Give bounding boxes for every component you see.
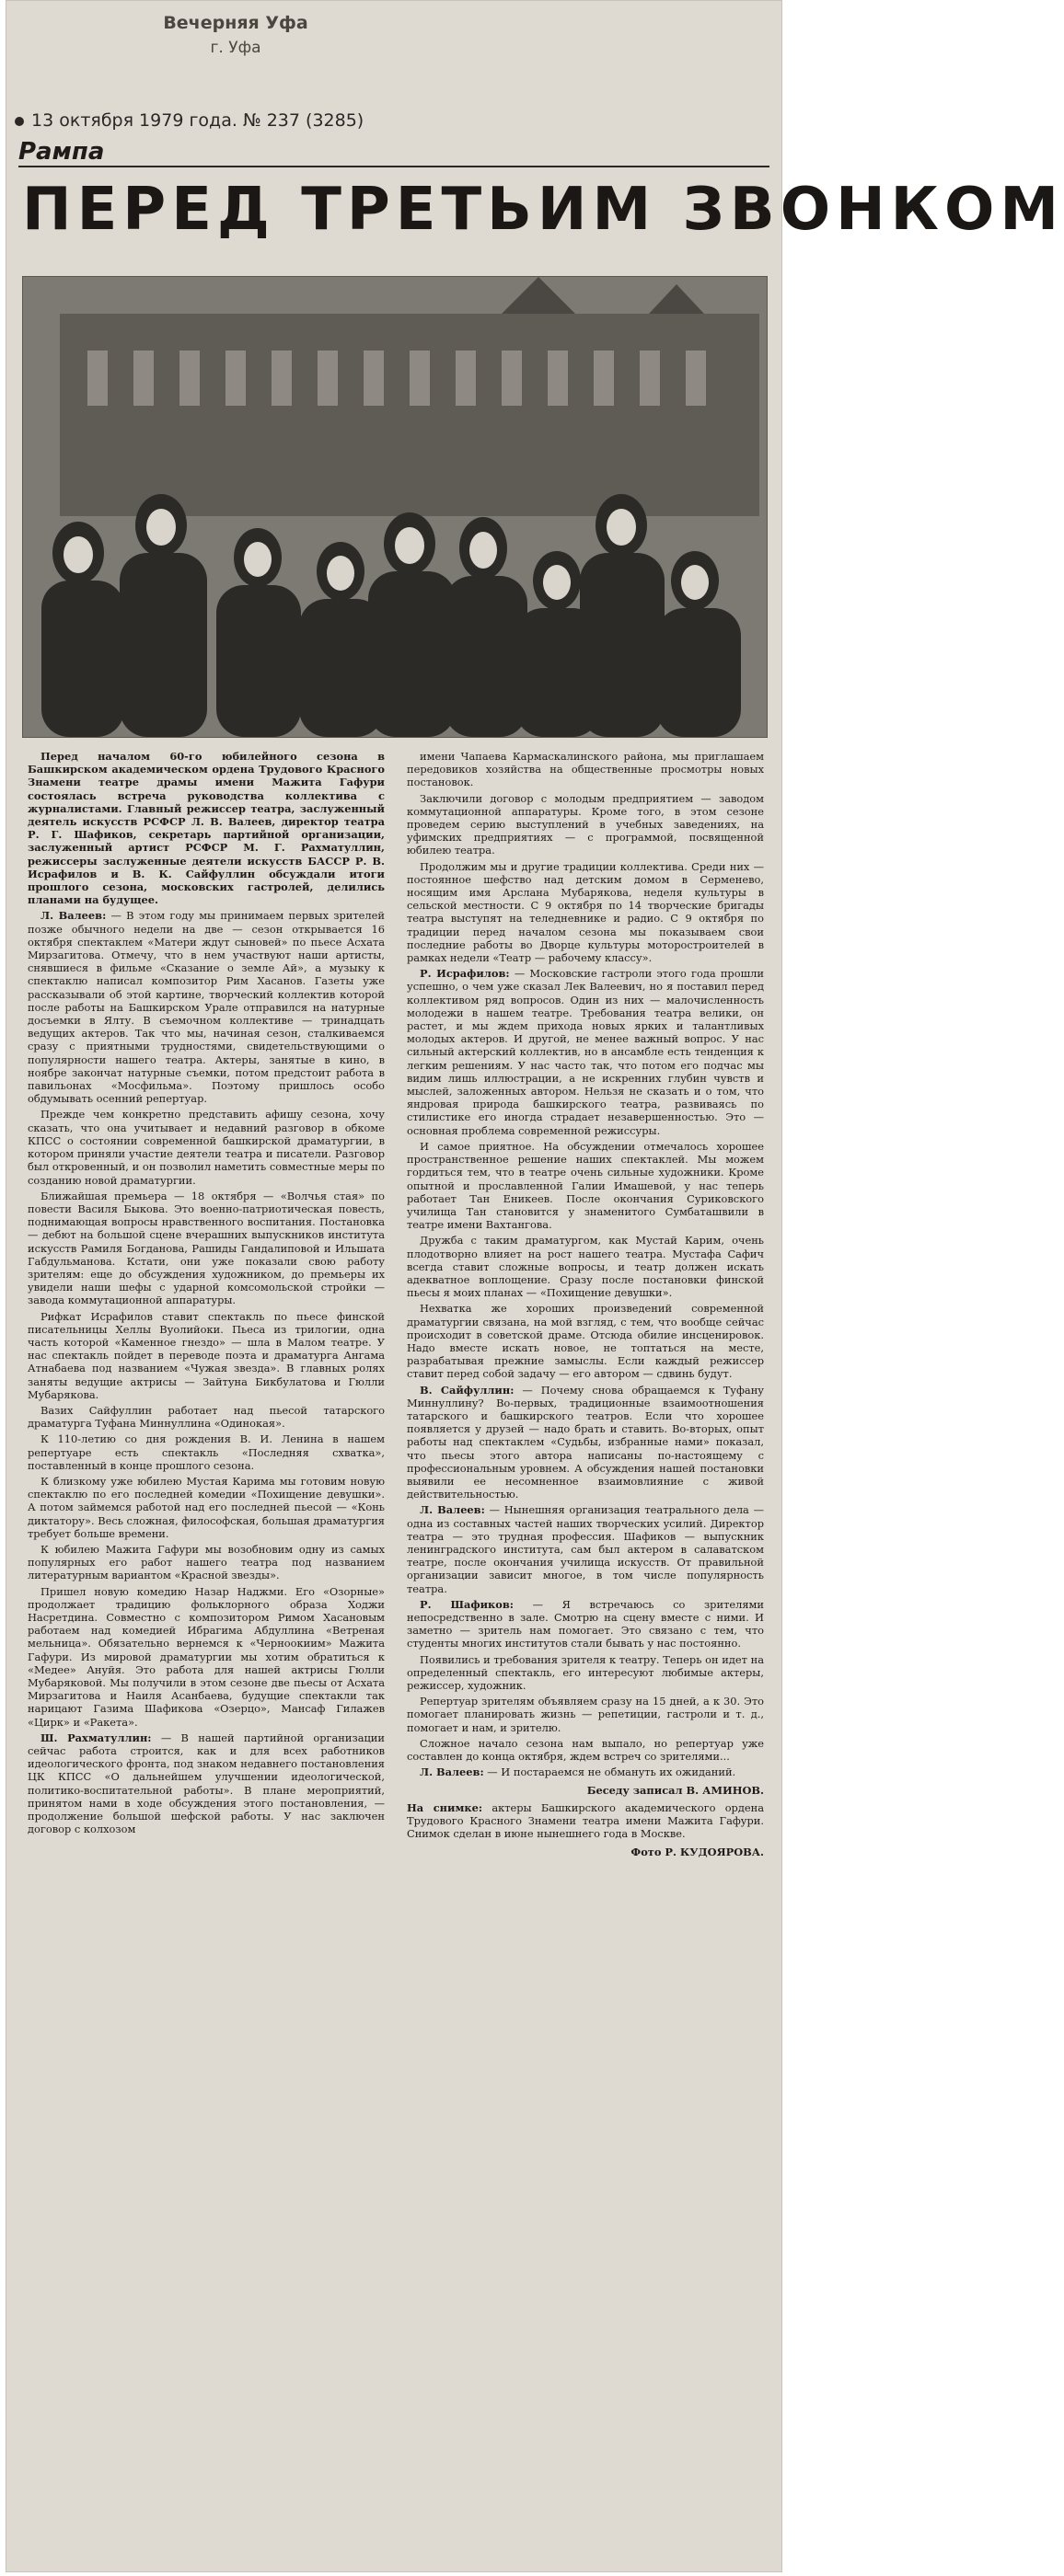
author-signature: Беседу записал В. АМИНОВ. bbox=[586, 1784, 764, 1798]
dateline-text: 13 октября 1979 года. № 237 (3285) bbox=[31, 110, 364, 131]
paragraph bbox=[407, 1503, 764, 1594]
paragraph: Прежде чем конкретно представить афишу сезона, хочу сказать, что она учитывает и недавний разговор в обкоме КПСС о состоянии современной башкирской драматургии, в котором приняли участие деятели театра и писатели. Разговор был откровенный, и он позволил наметить совместные меры по созданию новой драматургии. bbox=[28, 1108, 385, 1187]
speaker-name: Л. Валеев: bbox=[420, 1765, 484, 1779]
paragraph bbox=[28, 909, 385, 1105]
newspaper-name: Вечерняя Уфа bbox=[163, 13, 308, 33]
speaker-name: Р. Исрафилов: bbox=[420, 967, 510, 981]
newspaper-clipping bbox=[6, 0, 1064, 2572]
paragraph bbox=[407, 1765, 764, 1778]
paragraph: Сложное начало сезона нам выпало, но репертуар уже составлен до конца октября, ждем встреч со зрителями... bbox=[407, 1736, 764, 1764]
library-stamp bbox=[144, 13, 328, 57]
paragraph bbox=[407, 967, 764, 1137]
paragraph bbox=[407, 1598, 764, 1650]
paragraph bbox=[28, 1731, 385, 1836]
paragraph: К юбилею Мажита Гафури мы возобновим одну из самых популярных его работ нашего театра под названием литературным вариантом «Красной звезды». bbox=[28, 1542, 385, 1582]
photo-credit: Фото Р. КУДОЯРОВА. bbox=[630, 1846, 764, 1859]
paragraph: Рифкат Исрафилов ставит спектакль по пьесе финской писательницы Хеллы Вуолийоки. Пьеса из трилогии, одна часть которой «Каменное гнездо» — шла в Малом театре. У нас спектакль пойдет в переводе поэта и драматурга Ангама Атнабаева под названием «Чужая звезда». В главных ролях заняты ведущие актрисы — Зайтуна Бикбулатова и Гюлли Мубарякова. bbox=[28, 1309, 385, 1401]
paragraph: Продолжим мы и другие традиции коллектива. Среди них — постоянное шефство над детским домом в Серменево, носящим имя Арслана Мубарякова, неделя культуры в сельской местности. С 9 октября по 14 творческие бригады театра выступят на теледневнике и радио. С 9 октября по традиции перед началом сезона мы показываем свои последние работы во Дворце культуры моторостроителей в рамках недели «Театр — рабочему классу». bbox=[407, 859, 764, 965]
caption-label: На снимке: bbox=[407, 1800, 483, 1814]
paragraph-text: — Почему снова обращаемся к Туфану Миннуллину? Во-первых, традиционные взаимоотношения татарского и башкирского театров. Если что хорошее появляется у друзей — надо брать и ставить. Во-вторых, опыт работы над спектаклем «Судьбы, избранные нами» показал, что пьесы этого автора написаны по-настоящему с профессиональным уровнем. А обсуждения нашей постановки выявили ее несомненное взаимовлияние с живой действительностью. bbox=[407, 1383, 765, 1501]
article-body bbox=[28, 750, 764, 2567]
speaker-name: Ш. Рахматуллин: bbox=[40, 1731, 152, 1744]
paragraph: К близкому уже юбилею Мустая Карима мы готовим новую спектаклю по его последней комедии «Похищение девушки». А потом займемся работой над его последней пьесой — «Конь диктатору». Весь сложная, философская, большая драматургия требует больше времени. bbox=[28, 1474, 385, 1540]
group-photo bbox=[22, 276, 768, 738]
speaker-name: Л. Валеев: bbox=[420, 1503, 485, 1517]
paragraph-text: — В этом году мы принимаем первых зрителей позже обычного недели на две — сезон открывается 16 октября спектаклем «Матери ждут сыновей» по пьесе Асхата Мирзагитова. Отмечу, что в нем участвуют наши артисты, снявшиеся в фильме «Сказание о земле Ай», а музыку к спектаклю написал композитор Рим Хасанов. Газеты уже рассказывали об этой картине, творческий коллектив которой после работы на Башкирском Урале отправился на натурные досъемки в Ялту. В съемочном коллективе — тринадцать ведущих актеров. Так что мы, начиная сезон, сталкиваемся сразу с приятными трудностями, свидетельствующими о популярности нашего театра. Актеры, занятые в кино, в ноябре закончат натурные съемки, потом предстоит работа в павильонах «Мосфильма». Поэтому пришлось особо обдумывать осенний репертуар. bbox=[28, 909, 385, 1106]
rubric-label: Рампа bbox=[18, 138, 105, 166]
paragraph: Вазих Сайфуллин работает над пьесой татарского драматурга Туфана Миннуллина «Одинокая». bbox=[28, 1403, 385, 1431]
right-column bbox=[407, 750, 764, 2567]
paragraph-text: — Я встречаюсь со зрителями непосредственно в зале. Смотрю на сцену вместе с ними. И заметно — зритель нам помогает. Это связано с тем, что студенты многих институтов стали бывать у нас постоянно. bbox=[407, 1597, 764, 1650]
paragraph-text: — Нынешняя организация театрального дела — одна из составных частей наших творческих усилий. Директор театра — это трудная профессия. Шафиков — выпускник ленинградского института, сам был актером в салаватском театре, после окончания училища искусств. От правильной организации зависит многое, в том числе популярность театра. bbox=[407, 1503, 764, 1595]
caption-text: актеры Башкирского академического ордена Трудового Красного Знамени театра имени Мажита Гафури. Снимок сделан в июне нынешнего года в Москве. bbox=[407, 1800, 764, 1841]
paragraph: Нехватка же хороших произведений современной драматургии связана, на мой взгляд, с тем, что вообще сейчас происходит в советской драме. Отсюда обилие инсценировок. Надо вместе искать новое, не топтаться на месте, разрабатывая прежние замыслы. Если каждый режиссер ставит перед собой задачу — его автором — сдвинь будут. bbox=[407, 1302, 764, 1381]
speaker-name: В. Сайфуллин: bbox=[420, 1383, 515, 1397]
article-headline: ПЕРЕД ТРЕТЬИМ ЗВОНКОМ bbox=[22, 176, 1064, 244]
paragraph: Пришел новую комедию Назар Наджми. Его «Озорные» продолжает традицию фольклорного образа Ходжи Насретдина. Совместно с композитором Римом Хасановым работаем над комедией Ибрагима Абдуллина «Ветреная мельница». Обязательно вернемся к «Черноокиим» Мажита Гафури. Из мировой драматургии мы хотим обратиться к «Медее» Ануйя. Это работа для нашей актрисы Гюлли Мубаряковой. Мы получили в этом сезоне две пьесы от Асхата Мирзагитова и Наиля Асанбаева, будущие спектакли так нарицают Газима Шафикова «Озерцо», Мансаф Гилажев «Цирк» и «Ракета». bbox=[28, 1584, 385, 1729]
paragraph-text: — В нашей партийной организации сейчас работа строится, как и для всех работников идеологического фронта, под знаком недавнего постановления ЦК КПСС «О дальнейшем улучшении идеологической, политико-воспитательной работы». В плане мероприятий, принятом нами в ходе обсуждения этого постановления, — продолжение большой шефской работы. У нас заключен договор с колхозом bbox=[28, 1731, 385, 1836]
article-lead: Перед началом 60-го юбилейного сезона в Башкирском академическом ордена Трудового Красного Знамени театре драмы имени Мажита Гафури состоялась встреча руководства коллектива с журналистами. Главный режиссер театра, заслуженный деятель искусств РСФСР Л. В. Валеев, директор театра Р. Г. Шафиков, секретарь партийной организации, заслуженный артист РСФСР М. Г. Рахматуллин, режиссеры заслуженные деятели искусств БАССР Р. В. Исрафилов и В. К. Сайфуллин обсуждали итоги прошлого сезона, московских гастролей, делились планами на будущее. bbox=[28, 750, 385, 907]
rubric-bar bbox=[18, 138, 769, 167]
newspaper-city: г. Уфа bbox=[210, 39, 261, 57]
paragraph bbox=[407, 1384, 764, 1501]
paragraph: Дружба с таким драматургом, как Мустай Карим, очень плодотворно влияет на рост нашего театра. Мустафа Сафич всегда ставит сложные вопросы, и театр должен искать адекватное воплощение. Сразу после постановки финской пьесы я моих планах — «Похищение девушки». bbox=[407, 1234, 764, 1300]
speaker-name: Р. Шафиков: bbox=[420, 1597, 515, 1611]
paragraph: Появились и требования зрителя к театру. Теперь он идет на определенный спектакль, его интересуют любимые актеры, режиссер, художник. bbox=[407, 1652, 764, 1693]
paragraph-text: — Московские гастроли этого года прошли успешно, о чем уже сказал Лек Валеевич, но я поставил перед коллективом ряд вопросов. Один из них — малочисленность молодежи в нашем театре. Требования театра велики, он растет, и мы ждем прихода новых ярких и талантливых молодых актеров. И другой, не менее важный вопрос. У нас сильный актерский коллектив, но в ансамбле есть тенденция к легким решениям. У нас часто так, что потом его подчас мы видим лишь иллюстрации, а не искренних глубин чувств и мыслей, заложенных автором. Нельзя не сказать и о том, что яндровая природа башкирского театра, развиваясь по стилистике его иногда страдает незавершенностью. Это — основная проблема современной режиссуры. bbox=[407, 967, 764, 1137]
photo-illustration bbox=[23, 277, 767, 737]
bullet-icon bbox=[15, 117, 24, 126]
speaker-name: Л. Валеев: bbox=[40, 909, 107, 923]
paragraph-text: — И постараемся не обмануть их ожиданий. bbox=[487, 1765, 736, 1779]
photo-caption bbox=[407, 1801, 764, 1841]
paragraph: Репертуар зрителям объявляем сразу на 15 дней, а к 30. Это помогает планировать жизнь — репетиции, гастроли и т. д., помогает и нам, и зрителю. bbox=[407, 1695, 764, 1734]
paragraph: К 110-летию со дня рождения В. И. Ленина в нашем репертуаре есть спектакль «Последняя схватка», поставленный в конце прошлого сезона. bbox=[28, 1432, 385, 1472]
paragraph: И самое приятное. На обсуждении отмечалось хорошее пространственное решение наших спектаклей. Мы можем гордиться тем, что в театре очень сильные художники. Кроме опытной и прославленной Галии Имашевой, у нас теперь работает Тан Еникеев. После окончания Суриковского училища Тан становится у знаменитого Сумбаташвили в театре имени Вахтангова. bbox=[407, 1139, 764, 1232]
paragraph: Заключили договор с молодым предприятием — заводом коммутационной аппаратуры. Кроме того, в этом сезоне проведем серию выступлений в учебных заведениях, на уфимских предприятиях — с программой, посвященной юбилею театра. bbox=[407, 791, 764, 857]
left-column bbox=[28, 750, 385, 2567]
issue-dateline bbox=[15, 110, 364, 131]
paragraph: имени Чапаева Кармаскалинского района, мы приглашаем передовиков хозяйства на общественные просмотры новых постановок. bbox=[407, 750, 764, 789]
paragraph: Ближайшая премьера — 18 октября — «Волчья стая» по повести Василя Быкова. Это военно-патриотическая повесть, поднимающая вопросы нравственного воспитания. Постановка — дебют на большой сцене вчерашних выпускников института искусств Рамиля Богданова, Рашиды Гандалиповой и Ильшата Габдульманова. Кстати, они уже показали свою работу зрителям: еще до обсуждения художником, до премьеры их увидели наши шефы с ударной комсомольской стройки — завода коммутационной аппаратуры. bbox=[28, 1189, 385, 1307]
